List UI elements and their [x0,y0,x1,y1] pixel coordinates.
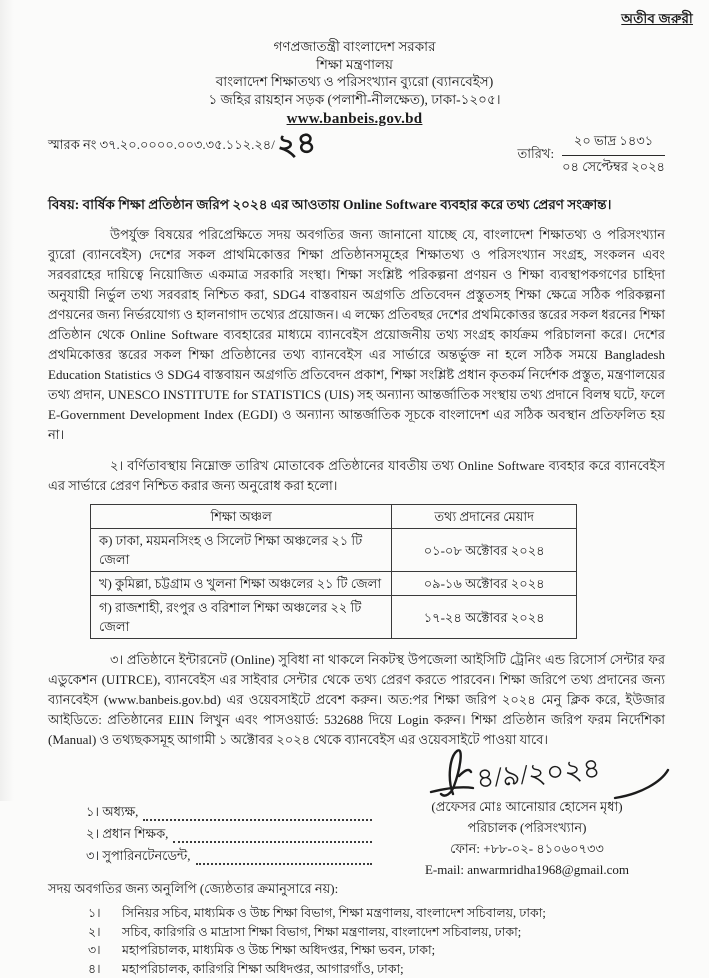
cc-number: ৩। [88,941,122,960]
addressee-label: ২। প্রধান শিক্ষক, [86,825,168,846]
cc-row [48,923,665,942]
cc-number: ২। [88,923,122,942]
subject-line: বিষয়: বার্ষিক শিক্ষা প্রতিষ্ঠান জরিপ ২০২৪ এর আওতায় Online Software ব্যবহার করে তথ্য প্রেরণ সংক্রান্ত। [48,195,665,214]
cc-row [48,904,665,923]
date-fraction [562,132,665,179]
cc-text: সচিব, কারিগরি ও মাদ্রাসা শিক্ষা বিভাগ, শিক্ষা মন্ত্রণালয়, বাংলাদেশ সচিবালয়, ঢাকা; [122,923,665,942]
signature-ink-icon [419,746,669,802]
body-paragraph-1: উপর্যুক্ত বিষয়ের পরিপ্রেক্ষিতে সদয় অবগতির জন্য জানানো যাচ্ছে যে, বাংলাদেশ শিক্ষাতথ্য ও পরিসংখ্যান ব্যুরো (ব্যানবেইস) দেশের সকল প্রাথমিকোত্তর শিক্ষা প্রতিষ্ঠানসমূহের শিক্ষাতথ্য ও পরিসংখ্যান সংগ্রহ, সংকলন এবং সরবরাহের দায়িত্বে নিয়োজিত একমাত্র সরকারি সংস্থা। শিক্ষা সংশ্লিষ্ট পরিকল্পনা প্রণয়ন ও শিক্ষা ব্যবস্থাপকগণের চাহিদা অনুযায়ী নির্ভুল তথ্য সরবরাহ নিশ্চিত করা, SDG4 বাস্তবায়ন অগ্রগতি প্রতিবেদন প্রস্তুতসহ শিক্ষা ক্ষেত্রে সঠিক পরিকল্পনা প্রণয়নের জন্য নির্ভরযোগ্য ও হালনাগাদ তথ্যের প্রয়োজন। এ লক্ষ্যে প্রতিবছর দেশের প্রথমিকোত্তর স্তরের সকল ধরনের শিক্ষা প্রতিষ্ঠান থেকে Online Software ব্যবহারের মাধ্যমে ব্যানবেইস প্রয়োজনীয় তথ্য সংগ্রহ কার্যক্রম পরিচালনা করে। দেশের প্রথমিকোত্তর স্তরের সকল শিক্ষা প্রতিষ্ঠানের তথ্য ব্যানবেইস এর সার্ভারে অন্তর্ভুক্ত না হলে সঠিক সময়ে Bangladesh Education Statistics ও SDG4 বাস্তবায়ন অগ্রগতি প্রতিবেদন প্রকাশ, শিক্ষা সংশ্লিষ্ট প্রধান কৃতকর্ম নির্দেশক প্রস্তুত, মন্ত্রণালয়ের তথ্য প্রদান, UNESCO INSTITUTE for STATISTICS (UIS) সহ অন্যান্য আন্তর্জাতিক সংস্থায় তথ্য প্রদানে বিলম্ব ঘটে, ফলে E-Government Development Index (EGDI) ও অন্যান্য আন্তর্জাতিক সূচকে বাংলাদেশ এর সঠিক অবস্থান প্রতিফলিত হয় না। [48,225,665,445]
letterhead [0,0,709,108]
addressee-label: ৩। সুপারিনটেনডেন্ট, [86,847,191,868]
addressee-row [86,824,372,846]
government-name: গণপ্রজাতন্ত্রী বাংলাদেশ সরকার [0,38,709,56]
website-link: www.banbeis.gov.bd [0,111,709,128]
memo-number [48,136,316,158]
region-cell: ক) ঢাকা, ময়মনসিংহ ও সিলেট শিক্ষা অঞ্চলের ২১ টি জেলা [91,529,392,572]
cc-heading: সদয় অবগতির জন্য অনুলিপি (জ্যেষ্ঠতার ক্রমানুসারে নয়): [48,880,665,901]
addressee-list [86,802,372,868]
period-cell: ০১-০৮ অক্টোবর ২০২৪ [392,529,577,572]
period-cell: ০৯-১৬ অক্টোবর ২০২৪ [392,572,577,596]
signatory-designation: পরিচালক (পরিসংখ্যান) [367,817,687,838]
signatory-phone: ফোন: +৮৮-০২- ৪১০৬০৭৩৩ [367,838,687,859]
schedule-table [90,504,577,639]
column-header-region: শিক্ষা অঞ্চল [91,505,392,529]
table-row [91,572,577,596]
cc-number: ১। [88,904,122,923]
memo-row [48,136,665,179]
date-label: তারিখ: [518,145,555,166]
bureau-name: বাংলাদেশ শিক্ষাতথ্য ও পরিসংখ্যান ব্যুরো (ব্যানবেইস) [0,73,709,91]
cc-text: মহাপরিচালক, কারিগরি শিক্ষা অধিদপ্তর, আগারগাঁও, ঢাকা; [122,960,665,978]
handwritten-signature [367,752,687,796]
signatory-email: E-mail: anwarmridha1968@gmail.com [367,859,687,880]
fill-in-line [173,841,372,843]
bureau-address: ১ জহির রায়হান সড়ক (পলাশী-নীলক্ষেত), ঢাকা-১২০৫। [0,91,709,109]
fill-in-line [196,863,373,865]
cc-number: ৪। [88,960,122,978]
date-bangla: ২০ ভাদ্র ১৪৩১ [562,132,665,156]
cc-text: মহাপরিচালক, মাধ্যমিক ও উচ্চ শিক্ষা অধিদপ্তর, শিক্ষা ভবন, ঢাকা; [122,941,665,960]
handwritten-date: ৪/৯/২০২৪ [475,753,602,795]
cc-list [48,904,665,978]
table-header-row [91,505,577,529]
fill-in-line [143,819,372,821]
ministry-name: শিক্ষা মন্ত্রণালয় [0,56,709,74]
addressee-row [86,802,372,824]
cc-row [48,941,665,960]
cc-row [48,960,665,978]
urgent-label: অতীব জরুরী [621,8,693,31]
table-row [91,596,577,639]
table-row [91,529,577,572]
addressee-row [86,846,372,868]
signature-block [367,752,687,880]
cc-text: সিনিয়র সচিব, মাধ্যমিক ও উচ্চ শিক্ষা বিভাগ, শিক্ষা মন্ত্রণালয়, বাংলাদেশ সচিবালয়, ঢাকা; [122,904,665,923]
body-paragraph-2: ২। বর্ণিতাবস্থায় নিম্নোক্ত তারিখ মোতাবেক প্রতিষ্ঠানের যাবতীয় তথ্য Online Software ব্যবহার করে ব্যানবেইস এর সার্ভারে প্রেরণ নিশ্চিত করার জন্য অনুরোধ করা হলো। [48,456,665,496]
addressee-label: ১। অধ্যক্ষ, [86,803,138,824]
body-paragraph-3: ৩। প্রতিষ্ঠানে ইন্টারনেট (Online) সুবিধা না থাকলে নিকটস্থ উপজেলা আইসিটি ট্রেনিং এন্ড রিসোর্স সেন্টার ফর এডুকেশন (UITRCE), ব্যানবেইস এর সাইবার সেন্টার থেকে তথ্য প্রেরণ করতে পারবেন। শিক্ষা জরিপে তথ্য প্রদানের জন্য ব্যানবেইস (www.banbeis.gov.bd) এর ওয়েবসাইটে প্রবেশ করুন। অত:পর শিক্ষা জরিপ ২০২৪ মেনু ক্লিক করে, ইউজার আইডিতে: প্রতিষ্ঠানের EIIN লিখুন এবং পাসওয়ার্ড: 532688 দিয়ে Login করুন। শিক্ষা প্রতিষ্ঠান জরিপ ফরম নির্দেশিকা (Manual) ও তথ্যছকসমূহ আগামী ১ অক্টোবর ২০২৪ থেকে ব্যানবেইস এর ওয়েবসাইটে পাওয়া যাবে। [48,650,665,750]
region-cell: খ) কুমিল্লা, চট্টগ্রাম ও খুলনা শিক্ষা অঞ্চলের ২১ টি জেলা [91,572,392,596]
date-block [518,132,665,179]
column-header-period: তথ্য প্রদানের মেয়াদ [392,505,577,529]
date-gregorian: ০৪ সেপ্টেম্বর ২০২৪ [562,156,665,179]
memo-number-handwritten: ২৪ [276,130,317,160]
period-cell: ১৭-২৪ অক্টোবর ২০২৪ [392,596,577,639]
memo-number-printed: স্মারক নং ৩৭.২০.০০০০.০০৩.৩৫.১১২.২৪/ [48,136,275,157]
region-cell: গ) রাজশাহী, রংপুর ও বরিশাল শিক্ষা অঞ্চলের ২২ টি জেলা [91,596,392,639]
signatory-name: (প্রফেসর মোঃ আনোয়ার হোসেন মৃধা) [367,796,687,817]
signature-and-addressees [0,752,709,876]
